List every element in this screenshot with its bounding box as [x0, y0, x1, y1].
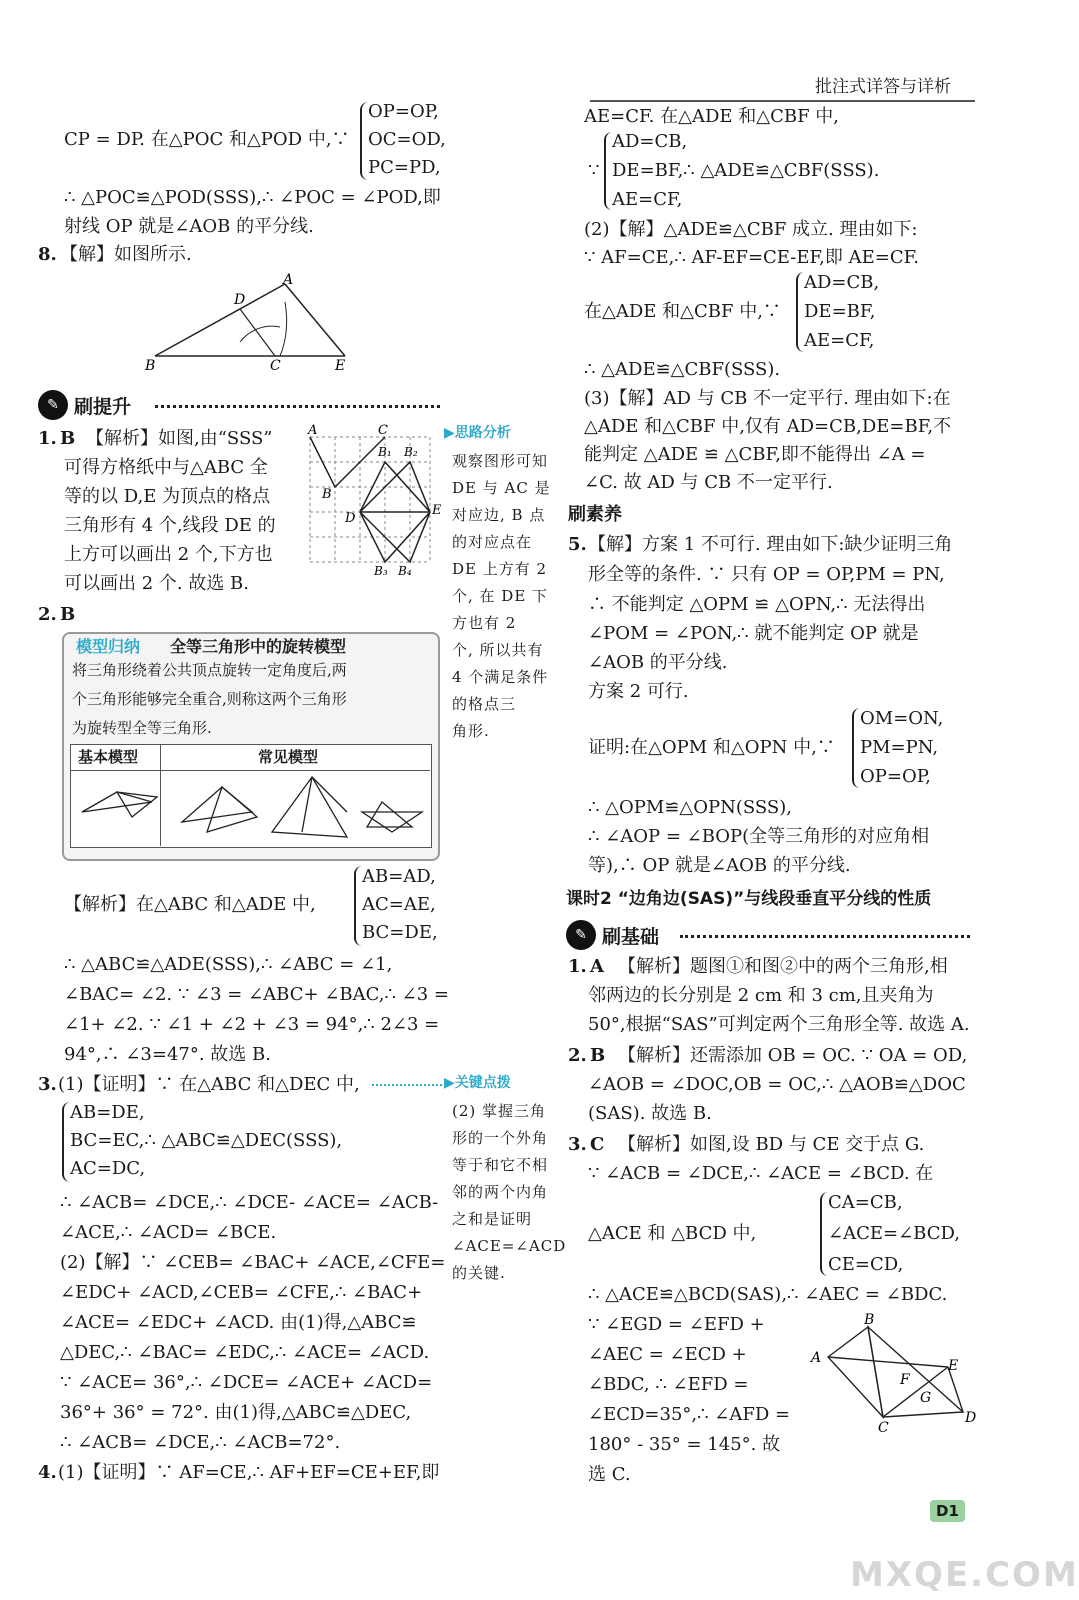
q1-line-2: 可得方格纸中与△ABC 全	[64, 457, 268, 478]
q1-fig-b2: B₂	[404, 445, 418, 459]
model-table-rule	[70, 770, 430, 771]
side-note-1	[452, 448, 551, 745]
page-number: D1	[930, 1500, 965, 1522]
section-title-improve: 刷提升	[74, 395, 132, 418]
r3-line2: ∠AEC = ∠ECD +	[588, 1344, 747, 1365]
q5-brace	[852, 708, 860, 788]
q3-sys-2: BC=EC,∴ △ABC≌△DEC(SSS),	[70, 1130, 343, 1151]
q4c-line1: AE=CF. 在△ADE 和△CBF 中,	[584, 106, 840, 127]
r2-line: ∠AOB = ∠DOC,OB = OC,∴ △AOB≌△DOC	[588, 1074, 966, 1095]
section-badge-improve	[38, 390, 131, 420]
model-col-basic: 基本模型	[78, 748, 139, 766]
q2a-line: ∴ △ABC≌△ADE(SSS),∴ ∠ABC = ∠1,	[64, 954, 393, 975]
section-rule	[680, 935, 970, 938]
r3-brace	[820, 1192, 828, 1276]
side-note-1-tag: ▶思路分析	[444, 425, 511, 441]
q5-line: ∴ 不能判定 △OPM ≌ △OPN,∴ 无法得出	[588, 594, 926, 615]
q5-sys-2: PM=PN,	[860, 737, 939, 758]
q3-sys-1: AB=DE,	[70, 1102, 145, 1123]
side-note-1-line: 个, 所以共有	[452, 641, 544, 659]
q1-line-6: 可以画出 2 个. 故选 B.	[64, 573, 250, 594]
q2a-line: 94°,∴ ∠3=47°. 故选 B.	[64, 1044, 271, 1065]
q4c-sys2-3: AE=CF,	[804, 330, 875, 351]
q1-fig-b1: B₁	[378, 445, 392, 459]
q4c-sys1-1: AD=CB,	[612, 131, 688, 152]
p8-figure	[140, 272, 360, 377]
r1-line: 邻两边的长分别是 2 cm 和 3 cm,且夹角为	[588, 985, 934, 1006]
p8-label-a: A	[283, 272, 294, 288]
q2-answer: B	[60, 604, 76, 625]
pen-icon: ✎	[38, 390, 68, 420]
q3-line: ∠EDC+ ∠ACD,∠CEB= ∠CFE,∴ ∠BAC+	[60, 1282, 423, 1303]
section-rule	[155, 405, 440, 408]
model-text-line: 个三角形能够完全重合,则称这两个三角形	[72, 690, 347, 708]
q2a-lead: 【解析】在△ABC 和△ADE 中,	[64, 894, 316, 915]
q3-line: 36°+ 36° = 72°. 由(1)得,△ABC≌△DEC,	[60, 1402, 412, 1423]
r3-answer: C	[590, 1134, 605, 1155]
q5-lead: 证明:在△OPM 和△OPN 中,∵	[588, 737, 835, 758]
r3-line2: ∠ECD=35°,∴ ∠AFD =	[588, 1404, 791, 1425]
q1-fig-b3: B₃	[374, 564, 388, 578]
q5-line2: ∴ △OPM≌△OPN(SSS),	[588, 797, 792, 818]
q4c-sys1-2: DE=BF,∴ △ADE≌△CBF(SSS).	[612, 160, 880, 181]
r3-sys-2: ∠ACE=∠BCD,	[828, 1223, 961, 1244]
r2-answer: B	[590, 1045, 606, 1066]
q1-fig-b: B	[322, 487, 332, 502]
q3-line: △DEC,∴ ∠BAC= ∠EDC,∴ ∠ACE= ∠ACD.	[60, 1342, 430, 1363]
r3-figure	[808, 1312, 983, 1437]
q2a-sys-1: AB=AD,	[362, 866, 436, 887]
q4c-brace-1	[604, 132, 612, 210]
r3-fig-c: C	[878, 1420, 889, 1436]
q1-line-5: 上方可以画出 2 个,下方也	[64, 544, 273, 565]
p8-text: 【解】如图所示.	[60, 244, 192, 265]
q1-line-1: 【解析】如图,由“SSS”	[86, 428, 273, 449]
q4-text: (1)【证明】∵ AF=CE,∴ AF+EF=CE+EF,即	[58, 1462, 440, 1483]
q5-line: 方案 2 可行.	[588, 681, 689, 702]
p7-brace	[360, 102, 368, 180]
p8-label-d: D	[234, 292, 246, 308]
model-col-common: 常见模型	[258, 748, 319, 766]
side-note-1-line: 4 个满足条件	[452, 668, 549, 686]
side-note-2-line: 形的一个外角	[452, 1129, 549, 1147]
r3-fig-g: G	[920, 1390, 932, 1406]
q1-answer: B	[60, 428, 76, 449]
r3-sys-3: CE=CD,	[828, 1254, 904, 1275]
q3-sys-3: AC=DC,	[70, 1158, 146, 1179]
p7-line1: CP = DP. 在△POC 和△POD 中,∵	[64, 129, 350, 150]
model-text	[72, 656, 347, 743]
side-note-1-line: DE 上方有 2	[452, 560, 548, 578]
q1-number: 1.	[38, 428, 57, 449]
r3-fig-b: B	[864, 1312, 875, 1328]
r1-answer: A	[590, 956, 604, 977]
q3-line: ∠ACE= ∠EDC+ ∠ACD. 由(1)得,△ABC≌	[60, 1312, 417, 1333]
model-text-line: 将三角形绕着公共顶点旋转一定角度后,两	[72, 661, 347, 679]
side-note-1-line: 观察图形可知	[452, 452, 549, 470]
r2-line: 【解析】还需添加 OB = OC. ∵ OA = OD,	[618, 1045, 968, 1066]
r3-fig-e: E	[948, 1358, 959, 1374]
p8-label-b: B	[145, 358, 156, 374]
section-badge-basic	[566, 920, 659, 950]
r3-fig-f: F	[900, 1372, 910, 1388]
pen-icon: ✎	[566, 920, 596, 950]
side-note-1-line: 的格点三	[452, 695, 517, 713]
side-note-1-line: 对应边, B 点	[452, 506, 546, 524]
q5-line2: 等),∴ OP 就是∠AOB 的平分线.	[588, 855, 851, 876]
side-note-2-tag: ▶关键点拨	[444, 1075, 511, 1091]
side-note-2-line: 等于和它不相	[452, 1156, 549, 1174]
r3-fig-d: D	[965, 1410, 977, 1426]
p7-sys-1: OP=OP,	[368, 101, 439, 122]
side-note-2-line: 之和是证明	[452, 1210, 533, 1228]
side-note-2	[452, 1098, 566, 1287]
r2-line: (SAS). 故选 B.	[588, 1103, 712, 1124]
q3-line: ∴ ∠ACB= ∠DCE,∴ ∠ACB=72°.	[60, 1432, 341, 1453]
section-title-literacy: 刷素养	[568, 504, 622, 525]
q5-line: 【解】方案 1 不可行. 理由如下:缺少证明三角	[588, 534, 953, 555]
q4c-because: ∵	[588, 160, 600, 181]
q5-sys-3: OP=OP,	[860, 766, 931, 787]
r1-number: 1.	[568, 956, 587, 977]
q5-line: ∠POM = ∠PON,∴ 就不能判定 OP 就是	[588, 623, 919, 644]
q1-fig-b4: B₄	[398, 564, 412, 578]
p8-label-c: C	[270, 358, 281, 374]
r3-line2: ∴ △ACE≌△BCD(SAS),∴ ∠AEC = ∠BDC.	[588, 1284, 948, 1305]
model-text-line: 为旋转型全等三角形.	[72, 719, 212, 737]
p8-number: 8.	[38, 244, 57, 265]
side-note-2-line: (2) 掌握三角	[452, 1102, 547, 1120]
lesson-title: 课时2 “边角边(SAS)”与线段垂直平分线的性质	[566, 889, 932, 909]
r1-line: 【解析】题图①和图②中的两个三角形,相	[618, 956, 948, 977]
q1-fig-e: E	[432, 503, 442, 518]
r1-line: 50°,根据“SAS”可判定两个三角形全等. 故选 A.	[588, 1014, 970, 1035]
q3-pointer	[372, 1084, 442, 1086]
r3-sys-1: CA=CB,	[828, 1192, 903, 1213]
side-note-1-line: DE 与 AC 是	[452, 479, 551, 497]
q2a-sys-2: AC=AE,	[362, 894, 436, 915]
q4c-line: ∵ AF=CE,∴ AF-EF=CE-EF,即 AE=CF.	[584, 247, 920, 268]
q4c-sys2-2: DE=BF,	[804, 301, 876, 322]
r3-line2: ∠BDC, ∴ ∠EFD =	[588, 1374, 749, 1395]
q3-line: ∠ACE,∴ ∠ACD= ∠BCE.	[60, 1222, 277, 1243]
side-note-2-line: 邻的两个内角	[452, 1183, 549, 1201]
q4c-brace-2	[796, 272, 804, 352]
side-note-1-line: 的对应点在	[452, 533, 533, 551]
q4c-lead2: 在△ADE 和△CBF 中,∵	[584, 301, 781, 322]
q3-number: 3.	[38, 1074, 57, 1095]
q4c-sys1-3: AE=CF,	[612, 189, 683, 210]
q1-fig-d: D	[345, 511, 356, 526]
q1-line-4: 三角形有 4 个,线段 DE 的	[64, 515, 276, 536]
q1-grid-figure	[300, 422, 445, 577]
q3-line: (2)【解】∵ ∠CEB= ∠BAC+ ∠ACE,∠CFE=	[60, 1252, 446, 1273]
r3-fig-a: A	[811, 1350, 822, 1366]
q2a-sys-3: BC=DE,	[362, 922, 438, 943]
q3-lead: (1)【证明】∵ 在△ABC 和△DEC 中,	[58, 1074, 360, 1095]
q5-sys-1: OM=ON,	[860, 708, 944, 729]
q4c-line: (2)【解】△ADE≌△CBF 成立. 理由如下:	[584, 219, 918, 240]
q4c-sys2-1: AD=CB,	[804, 272, 880, 293]
q3-line: ∴ ∠ACB= ∠DCE,∴ ∠DCE- ∠ACE= ∠ACB-	[60, 1192, 439, 1213]
p7-sys-2: OC=OD,	[368, 129, 446, 150]
q5-line: ∠AOB 的平分线.	[588, 652, 728, 673]
q4c-line2: 能判定 △ADE ≌ △CBF,即不能得出 ∠A =	[584, 444, 926, 465]
model-tag: 模型归纳	[76, 637, 141, 656]
q2a-brace	[354, 866, 362, 946]
r3-line2: 180° - 35° = 145°. 故	[588, 1434, 781, 1455]
model-figures	[72, 772, 428, 844]
q3-brace	[62, 1102, 70, 1182]
p7-line2: ∴ △POC≌△POD(SSS),∴ ∠POC = ∠POD,即	[64, 187, 441, 208]
q5-line: 形全等的条件. ∵ 只有 OP = OP,PM = PN,	[588, 564, 945, 585]
r2-number: 2.	[568, 1045, 587, 1066]
q4c-line2: ∴ △ADE≌△CBF(SSS).	[584, 359, 781, 380]
q4c-line2: △ADE 和△CBF 中,仅有 AD=CB,DE=BF,不	[584, 416, 952, 437]
q2-number: 2.	[38, 604, 57, 625]
r3-lead: △ACE 和 △BCD 中,	[588, 1223, 757, 1244]
q2a-line: ∠1+ ∠2. ∵ ∠1 + ∠2 + ∠3 = 94°,∴ 2∠3 =	[64, 1014, 440, 1035]
side-note-1-line: 方也有 2	[452, 614, 517, 632]
q1-line-3: 等的以 D,E 为顶点的格点	[64, 486, 271, 507]
q4-number: 4.	[38, 1462, 57, 1483]
side-note-2-line: ∠ACE=∠ACD	[452, 1237, 567, 1255]
q2a-line: ∠BAC= ∠2. ∵ ∠3 = ∠ABC+ ∠BAC,∴ ∠3 =	[64, 984, 449, 1005]
page-header-title: 批注式详答与详析	[815, 77, 951, 97]
q1-fig-c: C	[378, 423, 388, 438]
r3-number: 3.	[568, 1134, 587, 1155]
q5-number: 5.	[568, 534, 587, 555]
r3-line: ∵ ∠ACB = ∠DCE,∴ ∠ACE = ∠BCD. 在	[588, 1163, 934, 1184]
q5-line2: ∴ ∠AOP = ∠BOP(全等三角形的对应角相	[588, 826, 930, 847]
side-note-1-line: 角形.	[452, 722, 490, 740]
side-note-1-line: 个, 在 DE 下	[452, 587, 549, 605]
q4c-line2: ∠C. 故 AD 与 CB 不一定平行.	[584, 472, 833, 493]
p8-label-e: E	[335, 358, 346, 374]
model-title: 全等三角形中的旋转模型	[170, 637, 347, 656]
q3-line: ∵ ∠ACE= 36°,∴ ∠DCE= ∠ACE+ ∠ACD=	[60, 1372, 433, 1393]
watermark: MXQE.COM	[850, 1555, 1079, 1595]
r3-line: 【解析】如图,设 BD 与 CE 交于点 G.	[618, 1134, 925, 1155]
r3-line2: ∵ ∠EGD = ∠EFD +	[588, 1314, 765, 1335]
section-title-basic: 刷基础	[602, 925, 660, 948]
p7-line3: 射线 OP 就是∠AOB 的平分线.	[64, 216, 314, 237]
q1-fig-a: A	[308, 423, 318, 438]
r3-line2: 选 C.	[588, 1464, 631, 1485]
q4c-line2: (3)【解】AD 与 CB 不一定平行. 理由如下:在	[584, 388, 951, 409]
side-note-2-line: 的关键.	[452, 1264, 506, 1282]
p7-sys-3: PC=PD,	[368, 157, 441, 178]
